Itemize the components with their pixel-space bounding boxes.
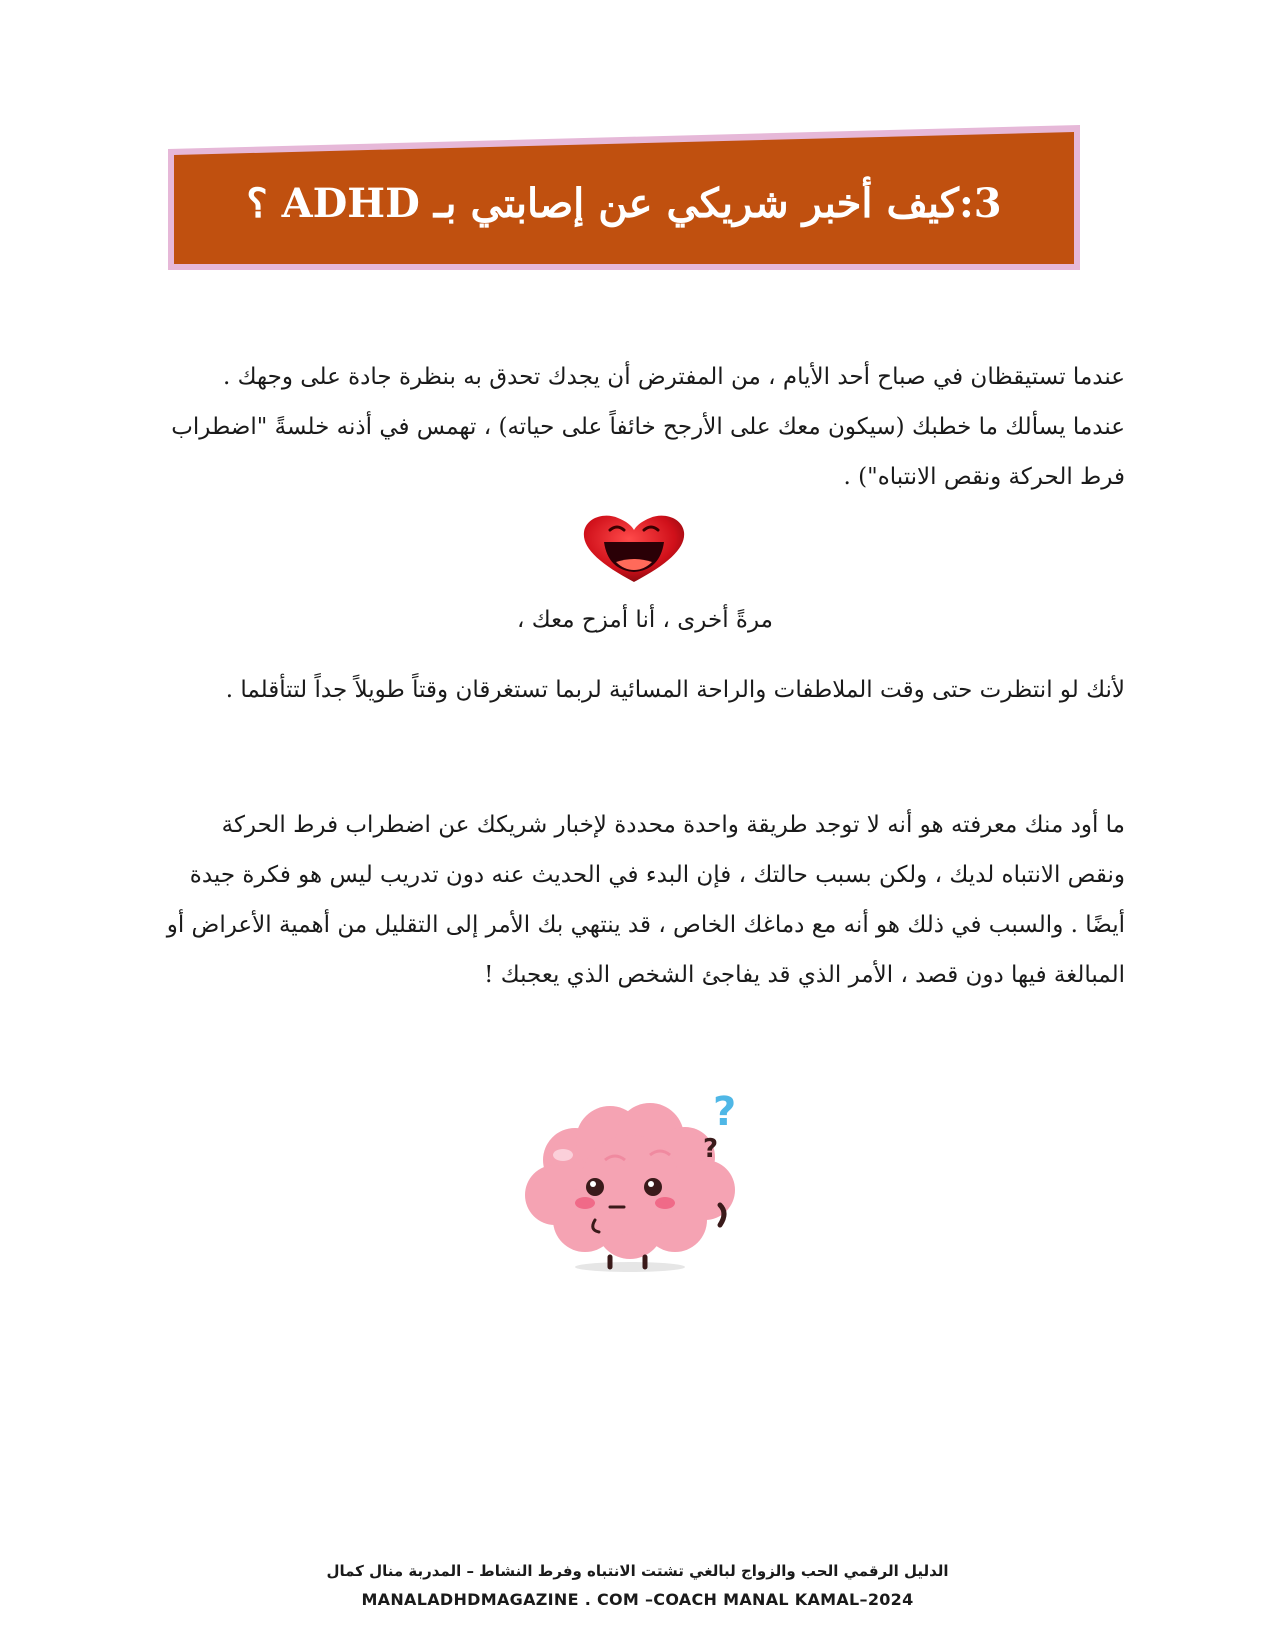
page-title: 3:كيف أخبر شريكي عن إصابتي بـ ADHD ؟ <box>246 180 1002 227</box>
footer-arabic: الدليل الرقمي الحب والزواج لبالغي تشتت الانتباه وفرط النشاط – المدربة منال كمال <box>326 1562 949 1580</box>
svg-text:?: ? <box>713 1095 737 1135</box>
title-banner <box>168 125 1080 280</box>
paragraph-3: ما أود منك معرفته هو أنه لا توجد طريقة واحدة محددة لإخبار شريكك عن اضطراب فرط الحركة ونقص الانتباه لديك ، ولكن بسبب حالتك ، فإن البدء في الحديث عنه دون تدريب ليس هو فكرة جيدة أيضًا . والسبب في ذلك هو أنه مع دماغك الخاص ، قد ينتهي بك الأمر إلى التقليل من أهمية الأعراض أو المبالغة فيها دون قصد ، الأمر الذي قد يفاجئ الشخص الذي يعجبك ! <box>166 812 1125 988</box>
paragraph-1: عندما تستيقظان في صباح أحد الأيام ، من المفترض أن يجدك تحدق به بنظرة جادة على وجهك . عندما يسألك ما خطبك (سيكون معك على الأرجح خائفاً على حياته) ، تهمس في أذنه خلسةً "اضطراب فرط الحركة ونقص الانتباه") . <box>171 364 1125 490</box>
paragraph-2: لأنك لو انتظرت حتى وقت الملاطفات والراحة المسائية لربما تستغرقان وقتاً طويلاً جداً لتتأقلما . <box>225 677 1125 703</box>
thinking-brain-icon <box>515 1095 765 1279</box>
svg-text:?: ? <box>703 1134 719 1164</box>
joke-line: مرةً أخرى ، أنا أمزح معك ، <box>517 607 773 633</box>
footer-english: MANALADHDMAGAZINE . COM –COACH MANAL KAMAL–2024 <box>361 1590 914 1609</box>
laughing-heart-icon <box>580 512 688 588</box>
